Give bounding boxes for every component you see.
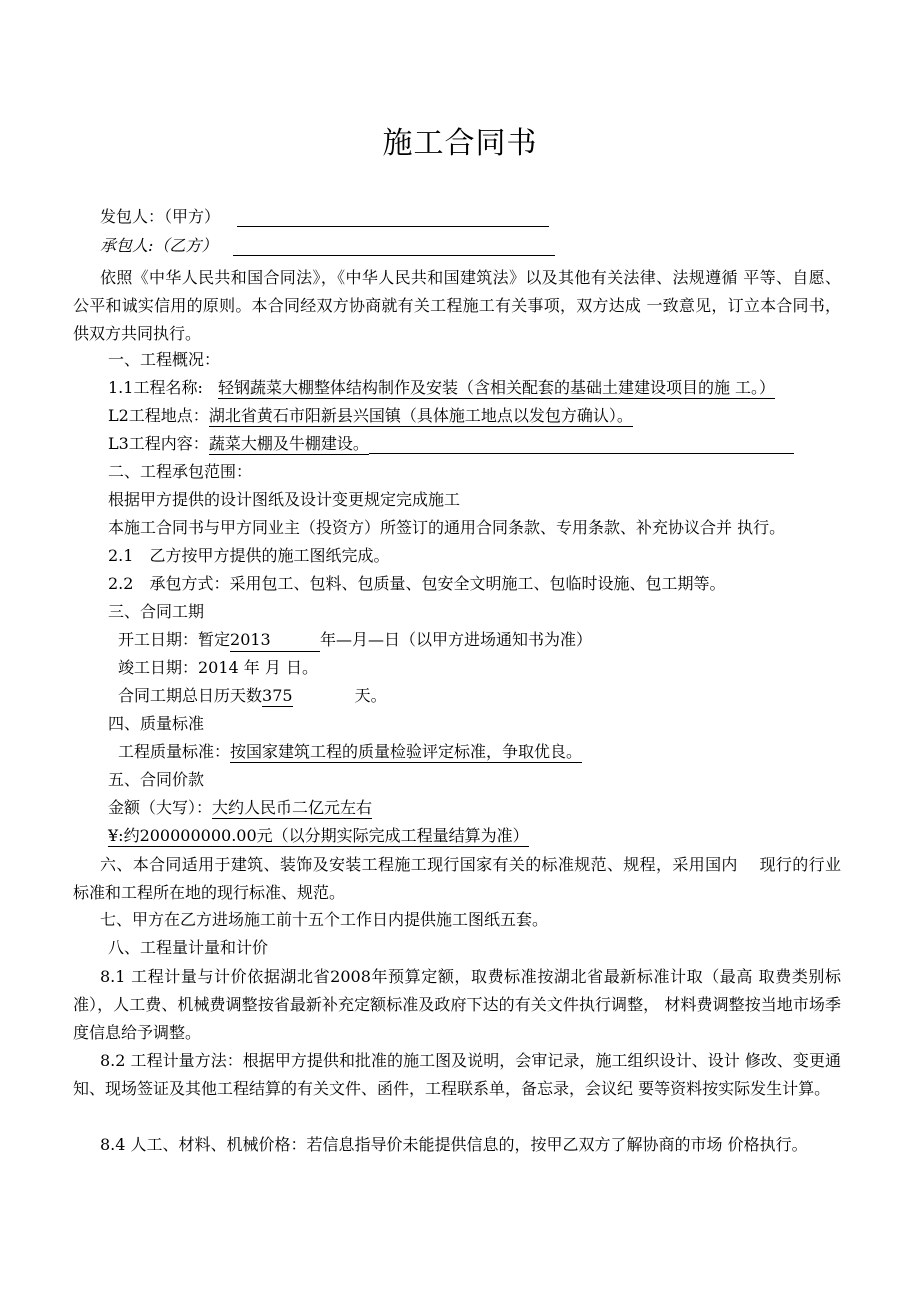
start-date-year: 2013 bbox=[230, 630, 320, 652]
section-1-heading: 一、工程概况： bbox=[108, 350, 221, 369]
employer-line bbox=[100, 207, 549, 229]
contractor-label: 承包人:（乙方） bbox=[100, 236, 218, 255]
clause-8-1: 8.1 工程计量与计价依据湖北省2008年预算定额，取费标准按湖北省最新标准计取（最高 取费类别标准），人工费、机械费调整按省最新补充定额标准及政府下达的有关文件执行调整， 材料费调整按当地市场季度信息给予调整。 bbox=[73, 967, 841, 1042]
start-date-rest: 年—月—日（以甲方进场通知书为准） bbox=[320, 630, 593, 649]
scope-line-2: 本施工合同书与甲方同业主（投资方）所签订的通用合同条款、专用条款、补充协议合并 执行。 bbox=[108, 518, 786, 537]
start-date-label: 开工日期：暂定 bbox=[118, 630, 231, 649]
page-title: 施工合同书 bbox=[382, 126, 538, 161]
section-4-heading: 四、质量标准 bbox=[108, 714, 205, 733]
scope-item-2-1: 2.1 乙方按甲方提供的施工图纸完成。 bbox=[108, 546, 390, 565]
quality-label: 工程质量标准： bbox=[118, 742, 231, 761]
project-content-value: 蔬菜大棚及牛棚建设。 bbox=[208, 434, 369, 453]
clause-8-4: 8.4 人工、材料、机械价格：若信息指导价未能提供信息的，按甲乙双方了解协商的市场 价格执行。 bbox=[100, 1135, 808, 1154]
total-days-value: 375 bbox=[262, 686, 293, 705]
contractor-line bbox=[100, 236, 555, 258]
project-location-label: L2工程地点： bbox=[108, 406, 209, 425]
project-content-label: L3工程内容： bbox=[108, 434, 209, 453]
total-days-line bbox=[118, 686, 387, 708]
section-6-paragraph: 六、本合同适用于建筑、装饰及安装工程施工现行国家有关的标准规范、规程，采用国内 现行的行业标准和工程所在地的现行标准、规范。 bbox=[73, 855, 841, 902]
scope-line-1: 根据甲方提供的设计图纸及设计变更规定完成施工 bbox=[108, 490, 461, 509]
intro-paragraph: 依照《中华人民共和国合同法》，《中华人民共和国建筑法》以及其他有关法律、法规遵循 平等、自愿、公平和诚实信用的原则。本合同经双方协商就有关工程施工有关事项，双方达成 一致意见，订立本合同书，供双方共同执行。 bbox=[73, 268, 841, 343]
section-8-heading: 八、工程量计量和计价 bbox=[108, 938, 269, 957]
scope-item-2-2: 2.2 承包方式：采用包工、包料、包质量、包安全文明施工、包临时设施、包工期等。 bbox=[108, 574, 726, 593]
quality-value: 按国家建筑工程的质量检验评定标准，争取优良。 bbox=[230, 742, 583, 761]
project-content-blank bbox=[369, 437, 794, 454]
contractor-blank bbox=[233, 239, 555, 256]
employer-label: 发包人：（甲方） bbox=[100, 207, 221, 226]
quality-line bbox=[118, 742, 582, 764]
section-5-heading: 五、合同价款 bbox=[108, 770, 205, 789]
clause-8-2: 8.2 工程计量方法：根据甲方提供和批准的施工图及说明，会审记录，施工组织设计、设计 修改、变更通知、现场签证及其他工程结算的有关文件、函件，工程联系单，备忘录，会议纪 要等资料按实际发生计算。 bbox=[73, 1051, 841, 1098]
project-content-line bbox=[108, 434, 794, 456]
section-7-line: 七、甲方在乙方进场施工前十五个工作日内提供施工图纸五套。 bbox=[100, 910, 549, 929]
section-2-heading: 二、工程承包范围： bbox=[108, 462, 253, 481]
end-date-line: 竣工日期：2014 年 月 日。 bbox=[118, 658, 318, 677]
amount-words-value: 大约人民币二亿元左右 bbox=[212, 798, 373, 817]
project-name-value: 轻钢蔬菜大棚整体结构制作及安装（含相关配套的基础土建建设项目的施 工。） bbox=[217, 378, 776, 397]
amount-words-label: 金额（大写）： bbox=[108, 798, 213, 817]
amount-number-value: ¥:约200000000.00元（以分期实际完成工程量结算为准） bbox=[108, 826, 529, 845]
section-3-heading: 三、合同工期 bbox=[108, 602, 205, 621]
employer-blank bbox=[237, 210, 549, 227]
total-days-unit: 天。 bbox=[354, 686, 387, 705]
project-location-value: 湖北省黄石市阳新县兴国镇（具体施工地点以发包方确认）。 bbox=[208, 406, 633, 425]
project-location-line bbox=[108, 406, 633, 428]
amount-number-line bbox=[108, 826, 529, 848]
amount-words-line bbox=[108, 798, 372, 820]
start-date-line bbox=[118, 630, 592, 652]
project-name-label: 1.1工程名称: bbox=[108, 378, 203, 397]
total-days-label: 合同工期总日历天数 bbox=[118, 686, 263, 705]
project-name-line bbox=[108, 378, 775, 400]
